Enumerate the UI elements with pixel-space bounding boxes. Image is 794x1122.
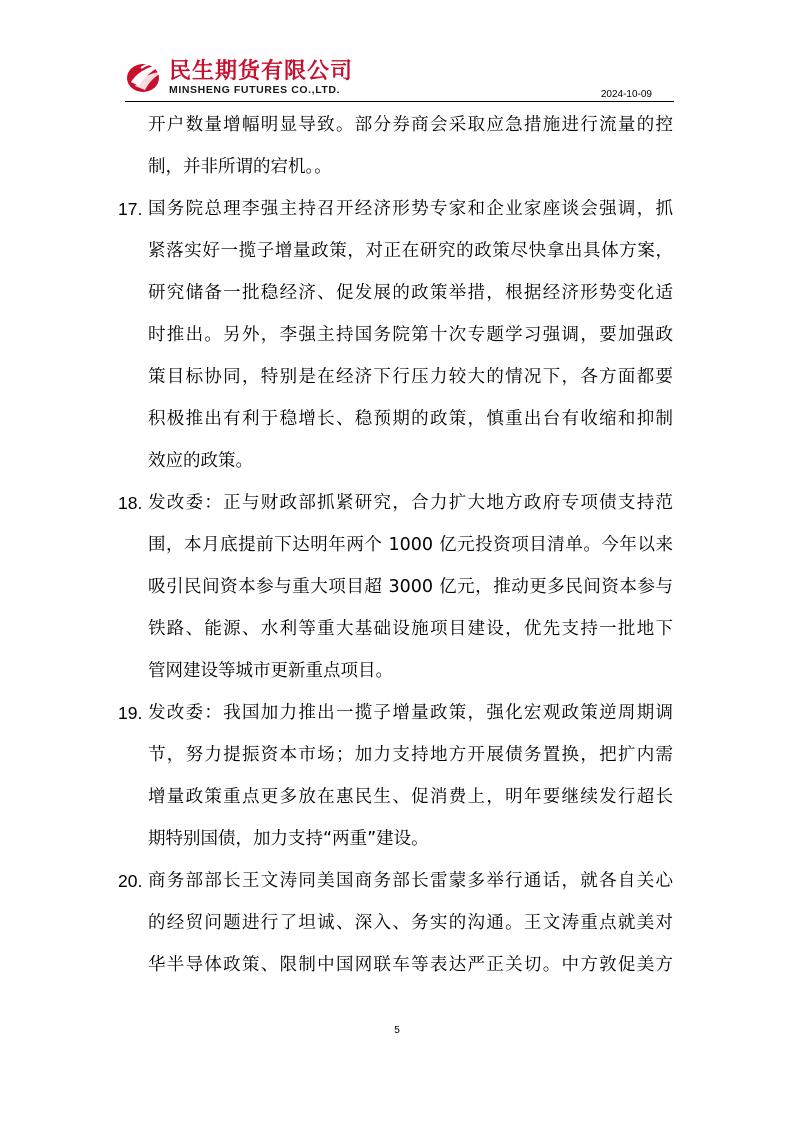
item-line: 的经贸问题进行了坦诚、深入、务实的沟通。王文涛重点就美对 xyxy=(148,913,673,933)
item-line: 研究储备一批稳经济、促发展的政策举措，根据经济形势变化适 xyxy=(148,283,673,303)
item-line: 华半导体政策、限制中国网联车等表达严正关切。中方敦促美方 xyxy=(148,955,673,975)
brand-name-cn: 民生期货有限公司 xyxy=(169,59,354,84)
item-number: 19. xyxy=(118,703,143,723)
item-line: 发改委：正与财政部抓紧研究，合力扩大地方政府专项债支持范 xyxy=(148,493,673,513)
minsheng-logo-icon xyxy=(125,56,165,96)
item-line: 积极推出有利于稳增长、稳预期的政策，慎重出台有收缩和抑制 xyxy=(148,409,673,429)
item-line: 发改委：我国加力推出一揽子增量政策，强化宏观政策逆周期调 xyxy=(148,703,673,723)
item-line: 效应的政策。 xyxy=(148,451,253,471)
item-line: 商务部部长王文涛同美国商务部长雷蒙多举行通话，就各自关心 xyxy=(148,871,673,891)
item-line: 围，本月底提前下达明年两个 1000 亿元投资项目清单。今年以来 xyxy=(148,535,673,555)
item-line: 吸引民间资本参与重大项目超 3000 亿元，推动更多民间资本参与 xyxy=(148,577,673,597)
item-number: 20. xyxy=(118,871,143,891)
item-line: 时推出。另外，李强主持国务院第十次专题学习强调，要加强政 xyxy=(148,325,673,345)
page-number: 5 xyxy=(394,1025,400,1036)
item-line: 管网建设等城市更新重点项目。 xyxy=(148,661,393,681)
item-line: 策目标协同，特别是在经济下行压力较大的情况下，各方面都要 xyxy=(148,367,673,387)
item-line: 铁路、能源、水利等重大基础设施项目建设，优先支持一批地下 xyxy=(148,619,673,639)
report-date: 2024-10-09 xyxy=(600,89,652,100)
page-header xyxy=(125,52,674,102)
brand-name-en: MINSHENG FUTURES CO.,LTD. xyxy=(169,84,341,96)
item-line: 国务院总理李强主持召开经济形势专家和企业家座谈会强调，抓 xyxy=(148,199,673,219)
item-line: 节，努力提振资本市场；加力支持地方开展债务置换，把扩内需 xyxy=(148,745,673,765)
item-line: 期特别国债，加力支持“两重”建设。 xyxy=(148,829,429,849)
item-number: 18. xyxy=(118,493,143,513)
intro-line: 制，并非所谓的宕机。。 xyxy=(148,157,332,177)
header-divider xyxy=(125,101,674,102)
item-number: 17. xyxy=(118,199,143,219)
intro-line: 开户数量增幅明显导致。部分券商会采取应急措施进行流量的控 xyxy=(148,115,673,135)
item-line: 紧落实好一揽子增量政策，对正在研究的政策尽快拿出具体方案， xyxy=(148,241,673,261)
item-line: 增量政策重点更多放在惠民生、促消费上，明年要继续发行超长 xyxy=(148,787,673,807)
